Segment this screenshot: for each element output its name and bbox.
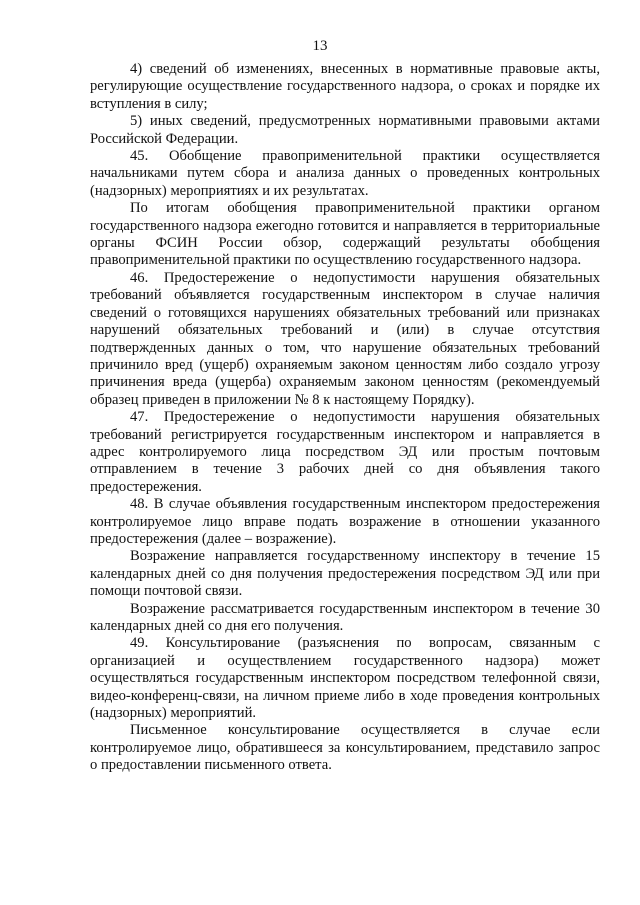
- paragraph-clause-48-review-deadline: Возражение рассматривается государственным инспектором в течение 30 календарных дней со дня его получения.: [90, 600, 600, 634]
- page-number: 13: [312, 38, 328, 54]
- paragraph-clause-46: 46. Предостережение о недопустимости нарушения обязательных требований объявляется государственным инспектором в случае наличия сведений о готовящихся нарушениях обязательных требований или признаках нарушений обязательных требований и (или) в случае отсутствия подтвержденных данных о том, что нарушение обязательных требований причинило вред (ущерб) охраняемым законом ценностям либо создало угрозу причинения вреда (ущерба) охраняемым законом ценностям (рекомендуемый образец приведен в приложении № 8 к настоящему Порядку).: [90, 269, 600, 408]
- paragraph-item-4: 4) сведений об изменениях, внесенных в нормативные правовые акты, регулирующие осуществление государственного надзора, о сроках и порядке их вступления в силу;: [90, 61, 600, 112]
- paragraph-clause-45-review: По итогам обобщения правоприменительной практики органом государственного надзора ежегодно готовится и направляется в территориальные органы ФСИН России обзор, содержащий результаты обобщения правоприменительной практики по осуществлению государственного надзора.: [90, 200, 600, 269]
- paragraph-clause-48-objection-deadline: Возражение направляется государственному инспектору в течение 15 календарных дней со дня получения предостережения посредством ЭД или при помощи почтовой связи.: [90, 548, 600, 600]
- paragraph-clause-48: 48. В случае объявления государственным инспектором предостережения контролируемое лицо вправе подать возражение в отношении указанного предостережения (далее – возражение).: [90, 496, 600, 547]
- paragraph-clause-45: 45. Обобщение правоприменительной практики осуществляется начальниками путем сбора и анализа данных о проведенных контрольных (надзорных) мероприятиях и их результатах.: [90, 148, 600, 199]
- paragraph-clause-49-written: Письменное консультирование осуществляется в случае если контролируемое лицо, обратившееся за консультированием, представило запрос о предоставлении письменного ответа.: [90, 722, 600, 774]
- paragraph-clause-47: 47. Предостережение о недопустимости нарушения обязательных требований регистрируется государственным инспектором и направляется в адрес контролируемого лица посредством ЭД или простым почтовым отправлением в течение 3 рабочих дней со дня объявления такого предостережения.: [90, 409, 600, 495]
- paragraph-clause-49: 49. Консультирование (разъяснения по вопросам, связанным с организацией и осуществлением государственного надзора) может осуществляться государственным инспектором посредством телефонной связи, видео-конференц-связи, на личном приеме либо в ходе проведения контрольных (надзорных) мероприятий.: [90, 635, 600, 722]
- document-body: [90, 61, 600, 775]
- paragraph-item-5: 5) иных сведений, предусмотренных нормативными правовыми актами Российской Федерации.: [90, 113, 600, 147]
